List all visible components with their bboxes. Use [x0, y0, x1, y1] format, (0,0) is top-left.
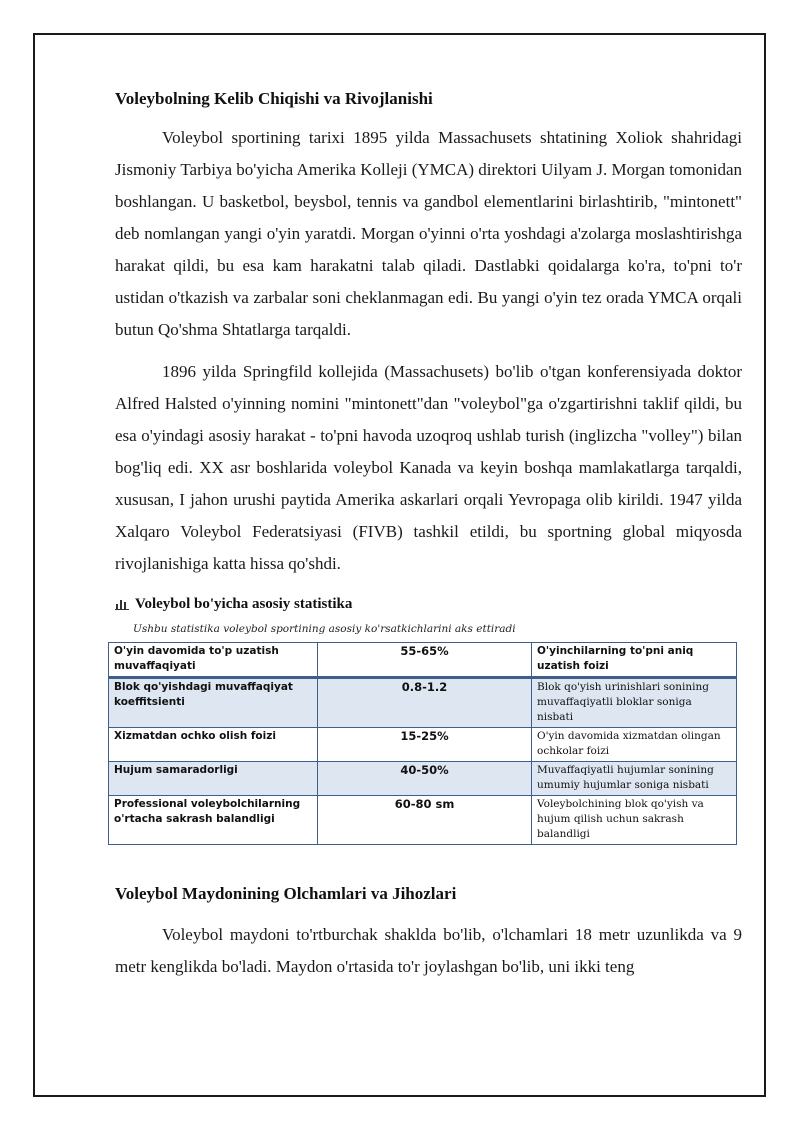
stat-value: 0.8-1.2 — [318, 678, 532, 728]
court-heading: Voleybol Maydonining Olchamlari va Jihozlari — [115, 884, 457, 903]
bar-chart-icon — [115, 598, 129, 610]
stat-name: Hujum samaradorligi — [109, 762, 318, 796]
stats-title-row — [115, 592, 742, 616]
stat-description: Blok qo'yish urinishlari sonining muvaffaqiyatli bloklar soniga nisbati — [532, 678, 737, 728]
table-row — [109, 796, 737, 845]
history-heading: Voleybolning Kelib Chiqishi va Rivojlanishi — [115, 89, 433, 108]
stat-name: Blok qo'yishdagi muvaffaqiyat koeffitsienti — [109, 678, 318, 728]
stats-table — [108, 642, 737, 845]
history-paragraph-1: Voleybol sportining tarixi 1895 yilda Massachusets shtatining Xoliok shahridagi Jismoniy Tarbiya bo'yicha Amerika Kolleji (YMCA) direktori Uilyam J. Morgan tomonidan boshlangan. U basketbol, beysbol, tennis va gandbol elementlarini birlashtirib, "mintonett" deb nomlangan yangi o'yin yaratdi. Morgan o'yinni o'rta yoshdagi a'zolarga moslashtirishga harakat qildi, bu esa kam harakatni talab qiladi. Dastlabki qoidalarga ko'ra, to'pni to'r ustidan o'tkazish va zarbalar soni cheklanmagan edi. Bu yangi o'yin tez orada YMCA orqali butun Qo'shma Shtatlarga tarqaldi. — [115, 128, 742, 339]
table-row — [109, 762, 737, 796]
table-row — [109, 643, 737, 678]
stats-title: Voleybol bo'yicha asosiy statistika — [135, 595, 353, 612]
stat-value: 15-25% — [318, 728, 532, 762]
court-paragraph: Voleybol maydoni to'rtburchak shaklda bo'lib, o'lchamlari 18 metr uzunlikda va 9 metr kenglikda bo'ladi. Maydon o'rtasida to'r joylashgan bo'lib, uni ikki teng — [115, 925, 742, 976]
stat-name: O'yin davomida to'p uzatish muvaffaqiyati — [109, 643, 318, 678]
stat-name: Professional voleybolchilarning o'rtacha sakrash balandligi — [109, 796, 318, 845]
stats-subtitle: Ushbu statistika voleybol sportining asosiy ko'rsatkichlarini aks ettiradi — [133, 623, 516, 635]
stat-value: 55-65% — [318, 643, 532, 678]
table-row — [109, 678, 737, 728]
stat-description: Voleybolchining blok qo'yish va hujum qilish uchun sakrash balandligi — [532, 796, 737, 845]
table-row — [109, 728, 737, 762]
history-paragraph-2: 1896 yilda Springfild kollejida (Massachusets) bo'lib o'tgan konferensiyada doktor Alfred Halsted o'yinning nomini "mintonett"dan "voleybol"ga o'zgartirishni taklif qildi, bu esa o'yindagi asosiy harakat - to'pni havoda uzoqroq ushlab turish (inglizcha "volley") bilan bog'liq edi. XX asr boshlarida voleybol Kanada va keyin boshqa mamlakatlarga tarqaldi, xususan, I jahon urushi paytida Amerika askarlari orqali Yevropaga olib kirildi. 1947 yilda Xalqaro Voleybol Federatsiyasi (FIVB) tashkil etildi, bu sportning global miqyosda rivojlanishiga katta hissa qo'shdi. — [115, 362, 742, 573]
stat-value: 60-80 sm — [318, 796, 532, 845]
stat-name: Xizmatdan ochko olish foizi — [109, 728, 318, 762]
document-content — [115, 86, 742, 983]
stat-description: O'yinchilarning to'pni aniq uzatish foizi — [532, 643, 737, 678]
stat-description: O'yin davomida xizmatdan olingan ochkolar foizi — [532, 728, 737, 762]
stat-value: 40-50% — [318, 762, 532, 796]
stat-description: Muvaffaqiyatli hujumlar sonining umumiy hujumlar soniga nisbati — [532, 762, 737, 796]
